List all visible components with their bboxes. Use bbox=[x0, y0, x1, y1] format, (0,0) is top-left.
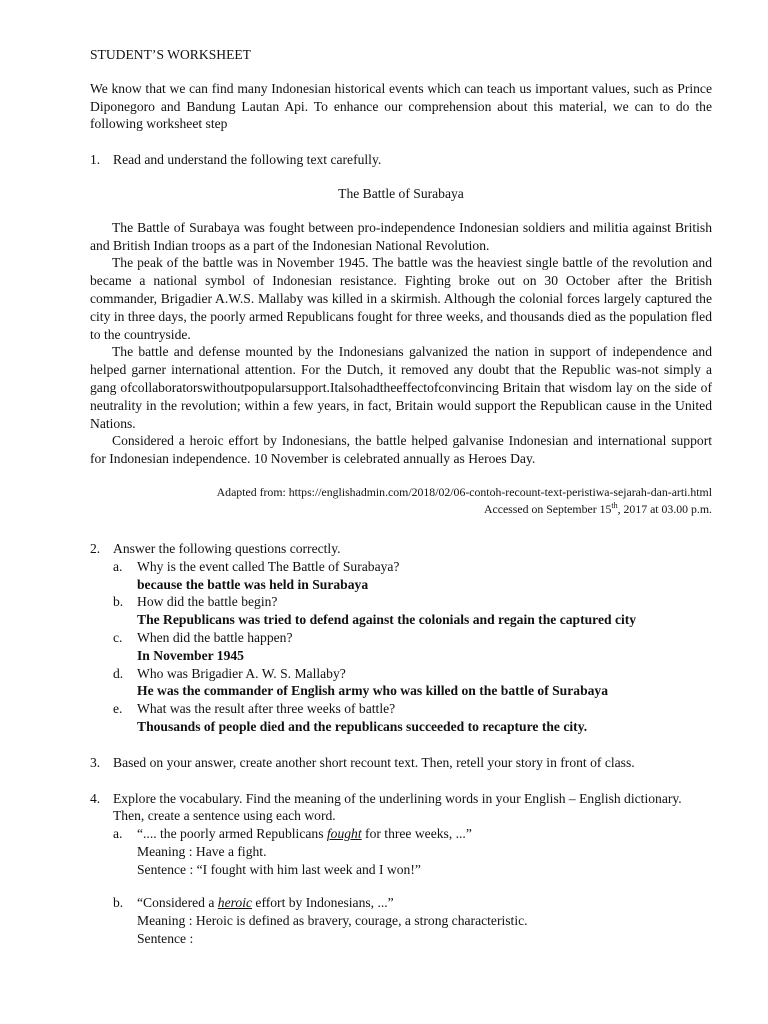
quote-text: “.... the poorly armed Republicans bbox=[137, 826, 327, 842]
answer-text: The Republicans was tried to defend against the colonials and regain the captured city bbox=[137, 612, 637, 628]
step-2-number: 2. bbox=[90, 540, 101, 556]
vocab-meaning: Meaning : Have a fight. bbox=[137, 843, 267, 859]
reading-paragraph-1: The Battle of Surabaya was fought between pro-independence Indonesian soldiers and militia against British and British Indian troops as a part of the Indonesian National Revolution. bbox=[90, 219, 712, 253]
access-date-text: Accessed on September 15 bbox=[483, 501, 612, 516]
underlined-word-heroic: heroic bbox=[217, 895, 253, 911]
reading-paragraph-3: The battle and defense mounted by the Indonesians galvanized the nation in support of independence and helped garner international attention. For the Dutch, it removed any doubt that the Republic was-not simply a gang ofcollaboratorswithoutpopularsupport.Italsohadtheeffectofconvincing Britain that wisdom lay on the side of neutrality in the revolution; within a few years, in fact, Britain would support the Republican cause in the United Nations. bbox=[90, 344, 712, 431]
quote-text: for three weeks, ...” bbox=[361, 826, 472, 842]
access-date-rest: , 2017 at 03.00 p.m. bbox=[617, 501, 712, 516]
question-letter: e. bbox=[113, 701, 123, 717]
step-1 bbox=[90, 151, 712, 169]
worksheet-page bbox=[90, 46, 712, 948]
step-1-number: 1. bbox=[90, 152, 101, 168]
step-4-instruction: Explore the vocabulary. Find the meaning of the underlining words in your English – English dictionary. Then, create a sentence using each word. bbox=[113, 790, 682, 824]
step-4-number: 4. bbox=[90, 790, 101, 806]
step-4 bbox=[90, 790, 712, 826]
reading-paragraph-4: Considered a heroic effort by Indonesians, the battle helped galvanise Indonesian and international support for Indonesian independence. 10 November is celebrated annually as Heroes Day. bbox=[90, 433, 712, 467]
quote-text: “Considered a bbox=[137, 895, 218, 911]
step-3-instruction: Based on your answer, create another short recount text. Then, retell your story in front of class. bbox=[113, 754, 635, 770]
quote-text: effort by Indonesians, ...” bbox=[252, 895, 394, 911]
vocab-quote bbox=[137, 894, 712, 912]
question-a bbox=[113, 558, 712, 594]
question-text: Why is the event called The Battle of Surabaya? bbox=[137, 558, 400, 574]
intro-paragraph: We know that we can find many Indonesian historical events which can teach us important values, such as Prince Diponegoro and Bandung Lautan Api. To enhance our comprehension about this material, we can to do the following worksheet step bbox=[90, 80, 712, 132]
question-b bbox=[113, 593, 712, 629]
vocab-sentence: Sentence : “I fought with him last week and I won!” bbox=[137, 861, 421, 877]
question-letter: c. bbox=[113, 629, 123, 645]
worksheet-heading: STUDENT’S WORKSHEET bbox=[90, 47, 251, 62]
question-text: How did the battle begin? bbox=[137, 594, 278, 610]
question-text: What was the result after three weeks of battle? bbox=[137, 701, 396, 717]
vocab-letter: a. bbox=[113, 826, 123, 842]
vocab-sentence: Sentence : bbox=[137, 931, 194, 947]
question-text: Who was Brigadier A. W. S. Mallaby? bbox=[137, 665, 346, 681]
step-3-number: 3. bbox=[90, 754, 101, 770]
source-url-line: Adapted from: https://englishadmin.com/2018/02/06-contoh-recount-text-peristiwa-sejarah-dan-arti.html bbox=[216, 484, 712, 499]
step-2 bbox=[90, 540, 712, 558]
question-c bbox=[113, 629, 712, 665]
answer-text: Thousands of people died and the republicans succeeded to recapture the city. bbox=[137, 718, 588, 734]
access-date-suffix: th bbox=[611, 501, 618, 511]
step-1-instruction: Read and understand the following text carefully. bbox=[113, 152, 382, 168]
step-3 bbox=[90, 754, 712, 772]
vocab-item-b bbox=[113, 894, 712, 947]
answer-text: because the battle was held in Surabaya bbox=[137, 576, 369, 592]
vocab-item-a bbox=[113, 825, 712, 878]
answer-text: In November 1945 bbox=[137, 647, 244, 663]
underlined-word-fought: fought bbox=[326, 826, 362, 842]
source-citation bbox=[90, 484, 712, 518]
answer-text: He was the commander of English army who was killed on the battle of Surabaya bbox=[137, 683, 609, 699]
question-d bbox=[113, 665, 712, 701]
vocab-meaning: Meaning : Heroic is defined as bravery, courage, a strong characteristic. bbox=[137, 913, 528, 929]
reading-paragraph-2: The peak of the battle was in November 1945. The battle was the heaviest single battle of the revolution and became a national symbol of Indonesian resistance. Fighting broke out on 30 October after the British commander, Brigadier A.W.S. Mallaby was killed in a skirmish. Although the colonial forces largely captured the city in three days, the poorly armed Republicans fought for three weeks, and thousands died as the population fled to the countryside. bbox=[90, 255, 712, 342]
vocab-quote bbox=[137, 825, 712, 843]
question-letter: b. bbox=[113, 594, 124, 610]
question-text: When did the battle happen? bbox=[137, 629, 293, 645]
question-letter: d. bbox=[113, 665, 124, 681]
question-e bbox=[113, 700, 712, 736]
step-2-instruction: Answer the following questions correctly. bbox=[113, 540, 341, 556]
reading-title: The Battle of Surabaya bbox=[338, 185, 464, 201]
source-access-line bbox=[90, 501, 712, 518]
vocab-letter: b. bbox=[113, 895, 124, 911]
question-letter: a. bbox=[113, 558, 123, 574]
